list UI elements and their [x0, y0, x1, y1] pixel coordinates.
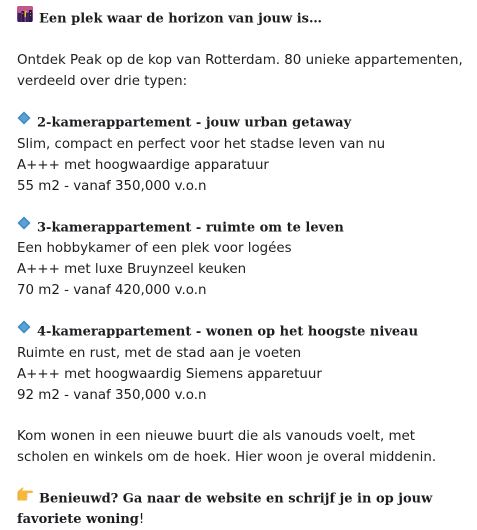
- post-headline: [17, 7, 463, 30]
- blue-diamond-icon: [17, 111, 31, 132]
- cta-text: Benieuwd? Ga naar de website en schrijf je in op jouw favoriete woning: [17, 491, 432, 527]
- city-sunset-icon: [17, 6, 33, 29]
- cta-paragraph: [17, 488, 463, 530]
- apartment-title-line: [17, 112, 463, 134]
- apartment-title: 2-kamerappartement - jouw urban getaway: [37, 116, 351, 131]
- apartment-feature: A+++ met luxe Bruynzeel keuken: [17, 259, 463, 280]
- apartment-description: Slim, compact en perfect voor het stadse leven van nu: [17, 134, 463, 155]
- apartment-size-price: 92 m2 - vanaf 350,000 v.o.n: [17, 385, 463, 406]
- apartment-feature: A+++ met hoogwaardig Siemens apparetuur: [17, 364, 463, 385]
- apartment-description: Ruimte en rust, met de stad aan je voeten: [17, 343, 463, 364]
- cta-exclamation: !: [139, 512, 144, 527]
- apartment-title-line: [17, 321, 463, 343]
- apartment-block: [17, 321, 463, 406]
- intro-paragraph: Ontdek Peak op de kop van Rotterdam. 80 unieke appartementen, verdeeld over drie typen:: [17, 50, 463, 92]
- apartment-title: 4-kamerappartement - wonen op het hoogste niveau: [37, 325, 418, 340]
- apartment-title-line: [17, 217, 463, 239]
- blue-diamond-icon: [17, 320, 31, 341]
- pointing-hand-icon: [17, 487, 33, 508]
- apartment-title: 3-kamerappartement - ruimte om te leven: [37, 220, 344, 235]
- apartment-feature: A+++ met hoogwaardige apparatuur: [17, 155, 463, 176]
- apartment-size-price: 55 m2 - vanaf 350,000 v.o.n: [17, 176, 463, 197]
- apartment-size-price: 70 m2 - vanaf 420,000 v.o.n: [17, 280, 463, 301]
- apartment-block: [17, 217, 463, 302]
- apartment-block: [17, 112, 463, 197]
- outro-paragraph: Kom wonen in een nieuwe buurt die als vanouds voelt, met scholen en winkels om de hoek. Hier woon je overal middenin.: [17, 426, 463, 468]
- apartment-description: Een hobbykamer of een plek voor logées: [17, 238, 463, 259]
- headline-text: Een plek waar de horizon van jouw is…: [39, 12, 322, 27]
- blue-diamond-icon: [17, 216, 31, 237]
